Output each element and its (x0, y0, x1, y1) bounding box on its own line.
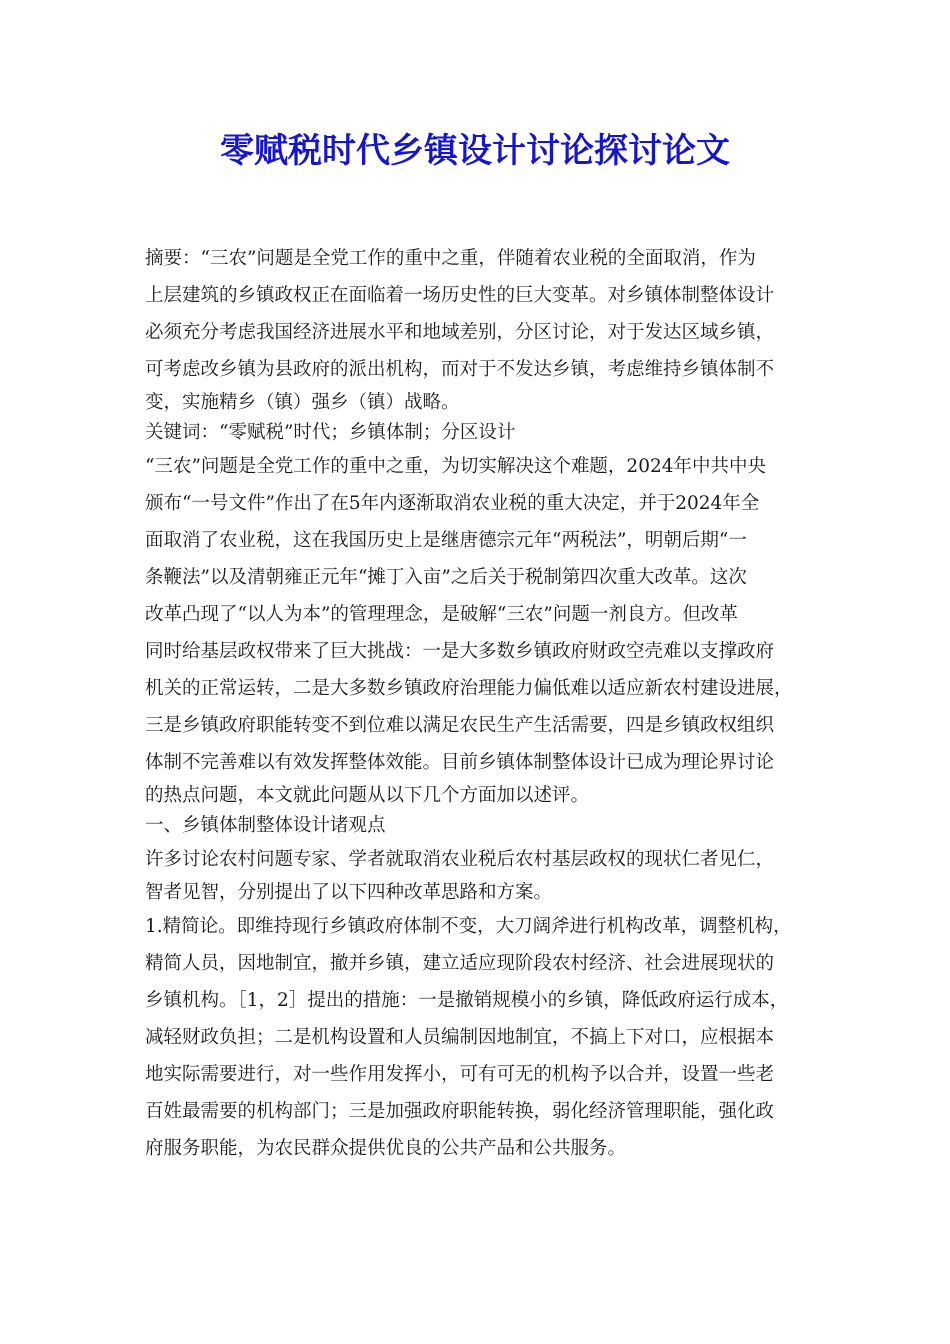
body-line: 条鞭法”以及清朝雍正元年“摊丁入亩”之后关于税制第四次重大改革。这次 (145, 567, 747, 588)
body-line: “三农”问题是全党工作的重中之重，为切实解决这个难题，2024年中共中央 (145, 456, 766, 477)
body-line: 许多讨论农村问题专家、学者就取消农业税后农村基层政权的现状仁者见仁， (145, 849, 775, 870)
body-line: 三是乡镇政府职能转变不到位难以满足农民生产生活需要，四是乡镇政权组织 (145, 715, 775, 736)
document-title: 零赋税时代乡镇设计讨论探讨论文 (220, 131, 730, 171)
body-line: 的热点问题，本文就此问题从以下几个方面加以述评。 (145, 785, 590, 806)
body-line: 同时给基层政权带来了巨大挑战：一是大多数乡镇政府财政空壳难以支撑政府 (145, 641, 775, 662)
body-line: 体制不完善难以有效发挥整体效能。目前乡镇体制整体设计已成为理论界讨论 (145, 752, 775, 773)
body-line: 摘要：“三农”问题是全党工作的重中之重，伴随着农业税的全面取消，作为 (145, 248, 756, 269)
body-line: 上层建筑的乡镇政权正在面临着一场历史性的巨大变革。对乡镇体制整体设计 (145, 285, 775, 306)
body-line: 府服务职能，为农民群众提供优良的公共产品和公共服务。 (145, 1138, 627, 1159)
body-line: 改革凸现了“以人为本”的管理理念，是破解“三农”问题一剂良方。但改革 (145, 604, 738, 625)
keywords-line: 关键词：“零赋税”时代；乡镇体制；分区设计 (145, 422, 516, 443)
body-line: 变，实施精乡（镇）强乡（镇）战略。 (145, 392, 460, 413)
section-heading: 一、乡镇体制整体设计诸观点 (145, 815, 386, 836)
body-line: 1.精简论。即维持现行乡镇政府体制不变，大刀阔斧进行机构改革，调整机构， (145, 916, 792, 937)
body-line: 智者见智，分别提出了以下四种改革思路和方案。 (145, 882, 553, 903)
body-line: 精简人员，因地制宜，撤并乡镇，建立适应现阶段农村经济、社会进展现状的 (145, 953, 775, 974)
body-line: 颁布“一号文件”作出了在5年内逐渐取消农业税的重大决定，并于2024年全 (145, 493, 760, 514)
body-line: 百姓最需要的机构部门；三是加强政府职能转换，弱化经济管理职能，强化政 (145, 1101, 775, 1122)
document-body (145, 240, 835, 1167)
body-line: 面取消了农业税，这在我国历史上是继唐德宗元年“两税法”，明朝后期“一 (145, 530, 747, 551)
body-line: 乡镇机构。［1，2］提出的措施：一是撤销规模小的乡镇，降低政府运行成本， (145, 990, 789, 1011)
body-line: 减轻财政负担；二是机构设置和人员编制因地制宜，不搞上下对口，应根据本 (145, 1027, 775, 1048)
body-line: 地实际需要进行，对一些作用发挥小，可有可无的机构予以合并，设置一些老 (145, 1064, 775, 1085)
body-line: 必须充分考虑我国经济进展水平和地域差别，分区讨论，对于发达区域乡镇， (145, 322, 775, 343)
body-line: 机关的正常运转，二是大多数乡镇政府治理能力偏低难以适应新农村建设进展， (145, 678, 793, 699)
body-line: 可考虑改乡镇为县政府的派出机构，而对于不发达乡镇，考虑维持乡镇体制不 (145, 359, 775, 380)
